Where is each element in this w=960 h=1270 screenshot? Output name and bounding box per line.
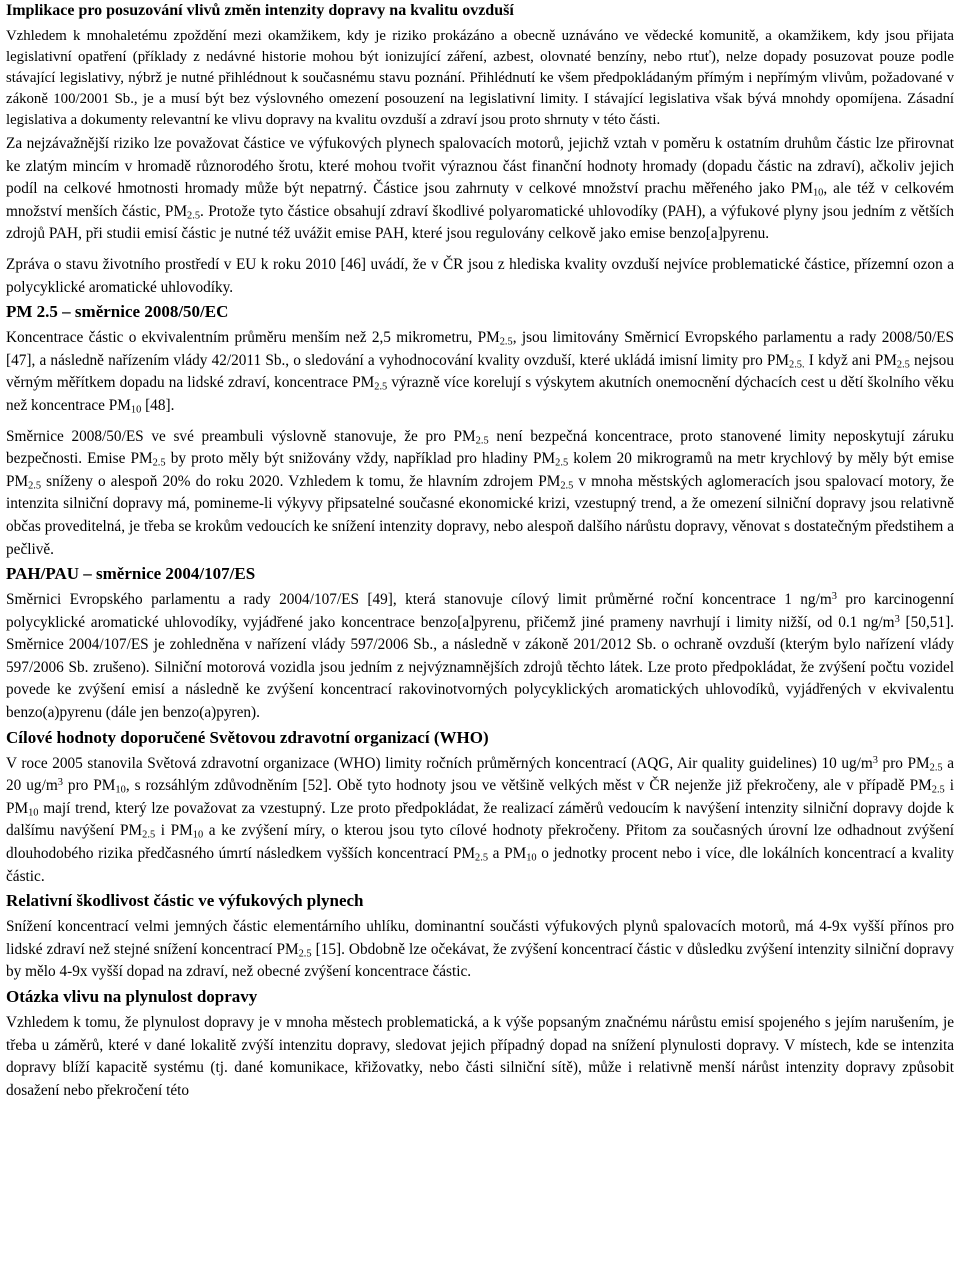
subscript: 2.5 — [374, 381, 388, 393]
subscript: 2.5 — [555, 457, 569, 469]
subscript: 2.5 — [28, 480, 42, 492]
para-relative-1 — [6, 916, 954, 984]
para-who-1 — [6, 753, 954, 889]
text-run: a PM — [488, 845, 527, 863]
text-run: [15]. Obdobně lze očekávat, že zvýšení koncentrací částic v důsledku zvýšení intenzity silniční dopravy by mělo 4-9x vyšší dopad na zdraví, než obecné zvýšení koncentrace částic. — [6, 940, 954, 981]
superscript: 3 — [831, 590, 837, 602]
text-run: [50,51]. Směrnice 2004/107/ES je zohledněna v nařízení vlády 597/2006 Sb., a následně v zákoně 201/2012 Sb. o ochraně ovzduší (kterým bylo nařízení vlády 597/2006 Sb. zrušeno). Silniční motorová vozidla jsou jedním z nejvýznamnějších zdrojů těchto látek. Lze proto předpokládat, že zvýšení počtu vozidel povede ke zvýšení emisí a následně ke zvýšení koncentrací rakovinotvorných polycyklických aromatických uhlovodíků, vyjádřených v ekvivalentu benzo(a)pyrenu (dále jen benzo(a)pyren). — [6, 613, 954, 722]
para-intro-1 — [6, 26, 954, 131]
text-run: pro PM — [877, 754, 930, 772]
para-pm25-2 — [6, 426, 954, 562]
para-pm25-1 — [6, 327, 954, 417]
text-run: Směrnice 2008/50/ES ve své preambuli výslovně stanovuje, že pro PM — [6, 427, 476, 445]
text-run: o jednotky procent nebo i více, dle lokálních koncentrací a kvality částic. — [6, 845, 954, 885]
para-flow-1 — [6, 1012, 954, 1102]
para-intro-3 — [6, 254, 954, 299]
text-run: PM 2.5 – směrnice 2008/50/EC — [6, 302, 229, 322]
superscript: 3 — [872, 754, 878, 766]
heading-flow — [6, 986, 954, 1008]
heading-pah — [6, 563, 954, 585]
subscript: 2.5 — [560, 480, 574, 492]
text-run: pro PM — [62, 777, 116, 795]
text-run: nejsou věrným měřítkem dopadu na lidské zdraví, koncentrace PM — [6, 351, 954, 392]
subscript: 2.5 — [187, 210, 201, 222]
subscript: 2.5 — [896, 359, 910, 371]
subscript: 10 — [812, 187, 824, 199]
subscript: 10 — [28, 807, 39, 819]
subscript: 2.5. — [789, 359, 805, 371]
text-run: mají trend, který lze považovat za vzestupný. Lze proto předpokládat, že realizací záměrů vedoucím k navýšení intenzity silniční dopravy dojde k dalšímu navýšení PM — [6, 799, 954, 840]
text-run: Implikace pro posuzování vlivů změn intenzity dopravy na kvalitu ovzduší — [6, 2, 514, 19]
text-run: a ke zvýšení míry, o kterou jsou tyto cílové hodnoty překročeny. Přitom za současných úrovní lze odhadnout zvýšení dlouhodobého rizika předčasného úmrtí následkem vyšších koncentrací PM — [6, 822, 955, 863]
text-run: by proto měly být snižovány vždy, například pro hladiny PM — [165, 450, 556, 468]
text-run: , s rozsáhlým zdůvodněním [52]. Obě tyto hodnoty jsou ve většině velkých měst v ČR nejenže již překročeny, ale v případě PM — [125, 777, 932, 795]
heading-pm25 — [6, 301, 954, 323]
subscript: 2.5 — [152, 457, 166, 469]
subscript: 10 — [526, 852, 537, 864]
text-run: Relativní škodlivost částic ve výfukových plynech — [6, 891, 364, 911]
text-run: Směrnici Evropského parlamentu a rady 2004/107/ES [49], která stanovuje cílový limit průměrné roční koncentrace 1 ng/m — [6, 591, 832, 609]
heading-who — [6, 727, 954, 749]
para-intro-2 — [6, 133, 954, 246]
text-run: , jsou limitovány Směrnicí Evropského parlamentu a rady 2008/50/ES [47], a následně nařízením vlády 42/2011 Sb., o sledování a vyhodnocování kvality ovzduší, které ukládá imisní limity pro PM — [6, 329, 954, 369]
text-run: Snížení koncentrací velmi jemných částic elementárního uhlíku, dominantní součásti výfukových plynů spalovacích motorů, má 4-9x vyšší přínos pro lidské zdraví než stejné snížení koncentrací PM — [6, 918, 954, 958]
text-run: Za nejzávažnější riziko lze považovat částice ve výfukových plynech spalovacích motorů, jejichž vztah v poměru k ostatním druhům částic lze přirovnat ke zlatým mincím v hromadě různorodého šrotu, které mohou tvořit výraznou část finanční hodnoty hromady (dopadu částic na zdraví), ačkoliv jejich podíl na celkové hmotnosti hromady může být nepatrný. Částice jsou zahrnuty v celkové množství prachu měřeného jako PM — [6, 135, 954, 198]
text-run: a 20 ug/m — [6, 754, 954, 795]
text-run: i PM — [155, 822, 193, 840]
text-run: není bezpečná koncentrace, proto stanovené limity neposkytují záruku bezpečnosti. Emise PM — [6, 427, 954, 468]
subscript: 2.5 — [499, 336, 513, 348]
superscript: 3 — [894, 613, 900, 625]
text-run: Koncentrace částic o ekvivalentním průměru menším než 2,5 mikrometru, PM — [6, 329, 500, 347]
text-run: PAH/PAU – směrnice 2004/107/ES — [6, 564, 256, 584]
text-run: i PM — [6, 777, 955, 817]
subscript: 10 — [115, 784, 126, 796]
subscript: 2.5 — [931, 784, 945, 796]
text-run: , ale též v celkovém množství menších částic, PM — [6, 180, 954, 220]
subscript: 2.5 — [298, 948, 312, 960]
heading-relative — [6, 890, 954, 912]
text-run: Vzhledem k tomu, že plynulost dopravy je v mnoha městech problematická, a k výše popsaným značnému nárůstu emisí spojeného s jejím narušením, je třeba u záměrů, které v dané lokalitě zvýší intenzitu dopravy, sledovat jejich případný dopad na snížení plynulosti dopravy. V místech, kde se intenzita dopravy blíží kapacitě systému (tj. dané komunikace, křižovatky, nebo části silniční sítě), může i relativně menší nárůst intenzity dopravy způsobit dosažení nebo překročení této — [6, 1014, 954, 1099]
subscript: 10 — [130, 404, 142, 416]
text-run: v mnoha městských aglomeracích jsou spalovací motory, že intenzita silniční dopravy má, pomineme-li výkyvy připsatelné současné ekonomické krizi, vzestupný trend, a že omezení silniční dopravy jsou relativně občas proveditelná, je třeba se krokům vedoucích ke snížení intenzity dopravy, nebo alespoň dalšího nárůstu dopravy, věnovat s dostatečným předstihem a pečlivě. — [6, 472, 954, 558]
text-run: výrazně více korelují s výskytem akutních onemocnění dýchacích cest u dětí školního věku než koncentrace PM — [6, 374, 954, 414]
text-run: pro karcinogenní polycyklické aromatické uhlovodíky, vyjádřené jako koncentrace benzo[a]pyrenu, přičemž jiné prameny navrhují i limity nižší, od 0.1 ng/m — [6, 591, 954, 631]
text-run: Otázka vlivu na plynulost dopravy — [6, 987, 258, 1006]
text-run: kolem 20 mikrogramů na metr krychlový by měly být emise PM — [6, 450, 955, 490]
text-run: Cílové hodnoty doporučené Světovou zdravotní organizací (WHO) — [6, 727, 489, 747]
text-run: [48]. — [141, 396, 175, 414]
text-run: I když ani PM — [804, 351, 897, 369]
text-run: V roce 2005 stanovila Světová zdravotní organizace (WHO) limity ročních průměrných koncentrací (AQG, Air quality guidelines) 10 ug/m — [6, 754, 873, 772]
subscript: 2.5 — [142, 830, 156, 842]
subscript: 2.5 — [475, 852, 489, 864]
text-run: sníženy o alespoň 20% do roku 2020. Vzhledem k tomu, že hlavním zdrojem PM — [41, 472, 561, 490]
text-run: . Protože tyto částice obsahují zdraví škodlivé polyaromatické uhlovodíky (PAH), a výfukové plyny jsou jedním z větších zdrojů PAH, při studii emisí částic je nutné též uvážit emise PAH, které jsou regulovány celkově jako emise benzo[a]pyrenu. — [6, 202, 954, 243]
heading-impacts — [6, 0, 954, 22]
subscript: 10 — [192, 830, 204, 842]
text-run: Vzhledem k mnohaletému zpoždění mezi okamžikem, kdy je riziko prokázáno a obecně uznáváno ve vědecké komunitě, a okamžikem, kdy jsou přijata legislativní opatření (příklady z nedávné historie mohou být ionizující záření, azbest, olovnaté benzíny, nebo rtuť), nelze dopady posuzovat pouze podle stávající legislativy, nýbrž je nutné přihlédnout k současnému stavu poznání. Přihlédnutí ke všem předpokládaným přímým i nepřímým vlivům, požadované v zákoně 100/2001 Sb., je a musí být bez výslovného omezení posouzení na legislativní limity. I stávající legislativa však bývá mnohdy opomíjena. Zásadní legislativa a dokumenty relevantní ke vlivu dopravy na kvalitu ovzduší a zdraví jsou proto shrnuty v této části. — [6, 28, 954, 128]
text-run: Zpráva o stavu životního prostředí v EU k roku 2010 [46] uvádí, že v ČR jsou z hlediska kvality ovzduší nejvíce problematické částice, přízemní ozon a polycyklické aromatické uhlovodíky. — [6, 255, 954, 296]
superscript: 3 — [57, 777, 63, 789]
para-pah-1 — [6, 589, 954, 725]
subscript: 2.5 — [929, 762, 943, 774]
subscript: 2.5 — [475, 435, 489, 447]
